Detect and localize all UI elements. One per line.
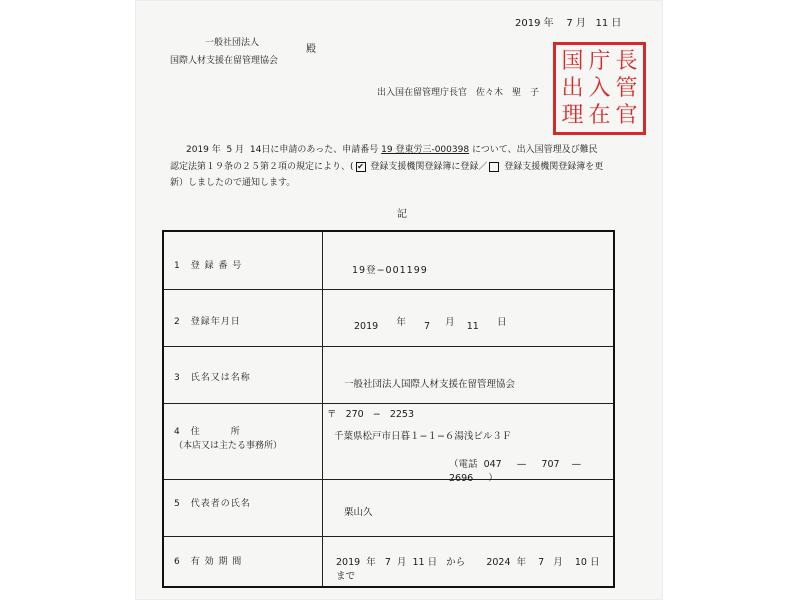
label-registration-number: 1 登 録 番 号 — [174, 261, 243, 271]
renewal-checkbox — [489, 162, 499, 172]
table-row-divider — [164, 536, 613, 537]
application-number: 19 登東労三-000398 — [381, 145, 470, 155]
registration-checkbox-checked: ✔ — [357, 161, 364, 171]
registration-table — [162, 230, 615, 588]
body-line1: 2019 年 5 月 14日に申請のあった、申請番号 19 登東労三-000398 について、出入国管理及び難民 — [186, 145, 598, 155]
value-phone: （電話 047 — 707 — 2696 ） — [449, 459, 582, 484]
label-address-sub: （本店又は主たる事務所） — [174, 441, 283, 451]
table-row-divider — [164, 289, 613, 290]
ki-heading: 記 — [397, 209, 407, 220]
body-line3: 新）しましたので通知します。 — [170, 178, 296, 188]
value-registration-number: 19登−001199 — [352, 265, 428, 276]
label-registration-date: 2 登録年月日 — [174, 317, 241, 327]
value-registration-date: 2019 年 7 月 11 日 — [354, 317, 507, 332]
recipient-line2: 国際人材支援在留管理協会 — [170, 56, 279, 66]
label-name: 3 氏名又は名称 — [174, 373, 251, 383]
label-representative: 5 代表者の氏名 — [174, 499, 251, 509]
issue-date: 2019 年 7 月 11 日 — [515, 18, 622, 29]
value-postal-code: 〒 270 − 2253 — [327, 409, 414, 420]
body-line2: 認定法第１９条の２５第２項の規定により、( ✔ 登録支援機関登録簿に登録／ 登録支援機関登録簿を更 — [170, 161, 604, 172]
table-column-divider — [322, 232, 323, 586]
honorific: 殿 — [306, 44, 316, 55]
label-validity-period: 6 有 効 期 間 — [174, 557, 243, 567]
label-address: 4 住 所 — [174, 427, 241, 437]
value-organization-name: 一般社団法人国際人材支援在留管理協会 — [344, 379, 516, 390]
table-row-divider — [164, 346, 613, 347]
value-address: 千葉県松戸市日暮１−１−６湯浅ビル３Ｆ — [334, 431, 512, 442]
value-validity-period: 2019 年 7 月 11 日 から 2024 年 7 月 10 日 まで — [336, 557, 600, 582]
official-seal-stamp: 国 庁 長 出 入 管 理 在 官 — [553, 42, 646, 135]
value-representative-name: 栗山久 — [344, 507, 373, 518]
issuer-name: 出入国在留管理庁長官 佐々木 聖 子 — [377, 88, 540, 98]
recipient-line1: 一般社団法人 — [205, 38, 260, 48]
table-row-divider — [164, 403, 613, 404]
